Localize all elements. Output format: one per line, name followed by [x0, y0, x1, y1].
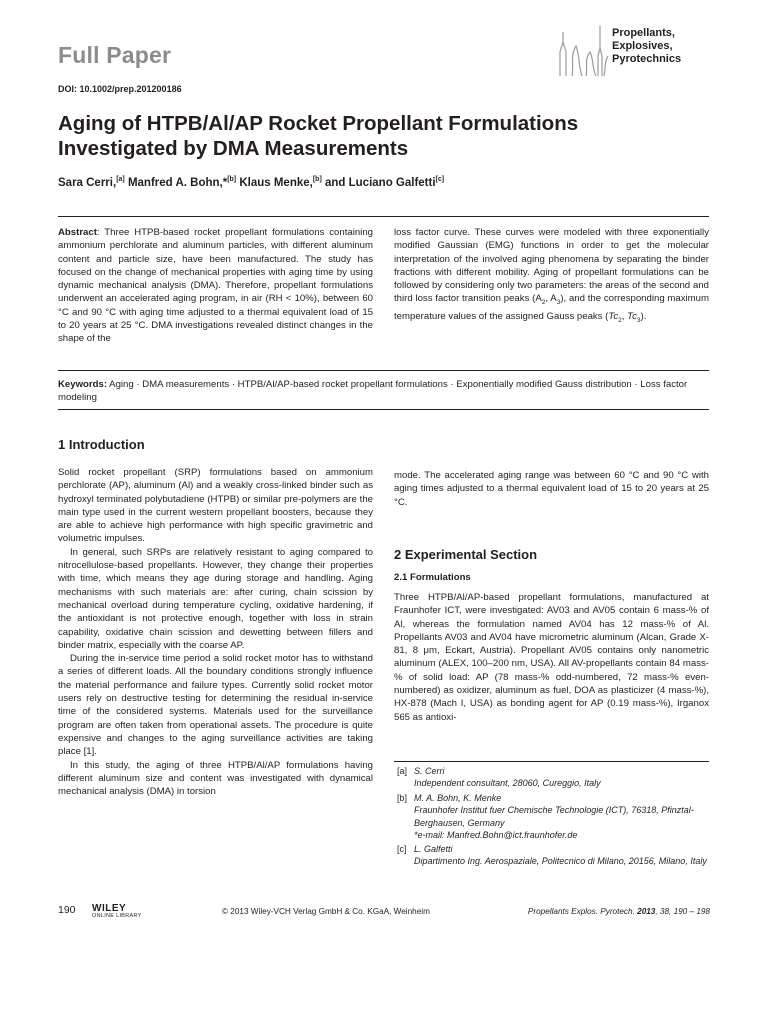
footnote-b: [b] M. A. Bohn, K. Menke Fraunhofer Institut fuer Chemische Technologie (ICT), 76318, Pfinztal-Berghausen, Germany *e-mail: Manfred.Bohn@ict.fraunhofer.de — [397, 793, 694, 840]
divider — [58, 370, 709, 371]
paragraph: In this study, the aging of three HTPB/Al/AP formulations having different aluminum size and content was investigated with dynamical mechanical analysis (DMA) in torsion — [58, 759, 373, 798]
intro-heading: 1 Introduction — [58, 437, 145, 452]
formulations-heading: 2.1 Formulations — [394, 572, 471, 583]
journal-name: Propellants, Explosives, Pyrotechnics — [612, 27, 682, 65]
divider — [58, 216, 709, 217]
keywords: Keywords: Aging · DMA measurements · HTPB/Al/AP-based rocket propellant formulations · Exponentially modified Gauss distribution · Loss factor modeling — [58, 379, 688, 404]
paragraph: In general, such SRPs are relatively resistant to aging compared to nitrocellulose-based propellants. However, they change their properties with time, which means they age during storage and handling. Aging mechanisms with such materials are: after curing, chain scission by mechanical overload during temperature cycling, oxidative hardening, if the antioxidant is not protective enough, together with loss in strain capability, oxidative chain scission and dewetting between fillers and binder matrix, especially with the coarse AP. — [58, 546, 373, 651]
flame-icon — [552, 22, 612, 78]
page-number: 190 — [58, 904, 76, 916]
section-label: Full Paper — [58, 42, 172, 68]
author-list: Sara Cerri,[a] Manfred A. Bohn,*[b] Klaus Menke,[b] and Luciano Galfetti[c] — [58, 176, 445, 189]
citation: Propellants Explos. Pyrotech. 2013, 38, 190 – 198 — [527, 907, 710, 916]
article-title: Aging of HTPB/Al/AP Rocket Propellant Formulations Investigated by DMA Measurements — [58, 112, 579, 160]
journal-logo — [552, 22, 712, 78]
doi: DOI: 10.1002/prep.201200186 — [58, 84, 182, 94]
paragraph: During the in-service time period a solid rocket motor has to withstand a series of different loads. All the boundary conditions strongly influence the material performance and failure types. Currently solid rocket motor users rely on destructive testing for determining the residual in-service time of the considered systems. Materials used for the surveillance program are often taken from operational assets. The procedure is quite expensive and changes to the aging surveillance activities are taking place [1]. — [58, 653, 373, 758]
footnote-divider — [394, 761, 709, 762]
publisher-logo: WILEY ONLINE LIBRARY — [92, 903, 142, 919]
footnote-c: [c] L. Galfetti Dipartimento Ing. Aerospaziale, Politecnico di Milano, 20156, Milano, Italy — [397, 844, 707, 867]
intro-continued: mode. The accelerated aging range was between 60 °C and 90 °C with aging times adjusted to a thermal equivalent load of 15 to 20 years at 25 °C. — [394, 470, 709, 508]
formulations-text: Three HTPB/Al/AP-based propellant formulations, manufactured at Fraunhofer ICT, were investigated: AV03 and AV05 contain 6 mass-% of Al, whereas the formulation named AV04 has 12 mass-% of Al. Propellants AV03 and AV04 have micrometric aluminum (Alcan, Grade X-81, 8 μm, Eckart, Austria). Propellant AV05 contains only nanometric aluminum (ALEX, 100–200 nm, USA). All AV-propellants contain 84 mass-% of solid load: AP (78 mass-% odd-numbered, 72 mass-% even-numbered) as oxidizer, aluminum as fuel, DOA as plasticizer (4 mass-%), HX-878 (Mach I, USA) as bonding agent for AP (0.19 mass-%), Irganox 565 as antioxi- — [394, 592, 709, 723]
divider — [58, 409, 709, 410]
experimental-heading: 2 Experimental Section — [394, 547, 538, 562]
paragraph: Solid rocket propellant (SRP) formulations based on ammonium perchlorate (AP), aluminum (Al) and a weakly cross-linked binder such as hydroxyl terminated polybutadiene (HTPB) or similar pre-polymers are the main type used in the current western propellant boosters, because they are able to achieve high performance with high specific gravimetric and volumetric impulses. — [58, 467, 373, 545]
intro-text — [58, 466, 373, 798]
copyright: © 2013 Wiley-VCH Verlag GmbH & Co. KGaA, Weinheim — [222, 907, 430, 916]
footnote-a: [a] S. Cerri Independent consultant, 28060, Cureggio, Italy — [397, 766, 601, 789]
abstract-right: loss factor curve. These curves were modeled with three exponentially modified Gaussian (EMG) functions in order to get the molecular interpretation of the involved aging phenomena by separating the binder fractions with different mobility. Aging of propellant formulations can be followed by considering only two parameters: the areas of the second and third loss factor transition peaks ($A_2$, $A_3$), and the corresponding maximum temperature values of the assigned Gauss peaks ($Tc_2$, $Tc_3$). — [394, 227, 710, 324]
abstract-left: Abstract: Three HTPB-based rocket propellant formulations containing ammonium perchlorate and aluminum particles, with different aluminum content and particle size, have been manufactured. The study has focused on the change of mechanical properties with aging time by using dynamic mechanical analysis (DMA). Therefore, propellant formulations underwent an accelerated aging program, in air (RH < 10%), between 60 °C and 90 °C with aging time adjusted to a thermal equivalent load of 15 to 20 years at 25 °C. DMA investigations revealed distinct changes in the shape of the — [58, 227, 373, 345]
